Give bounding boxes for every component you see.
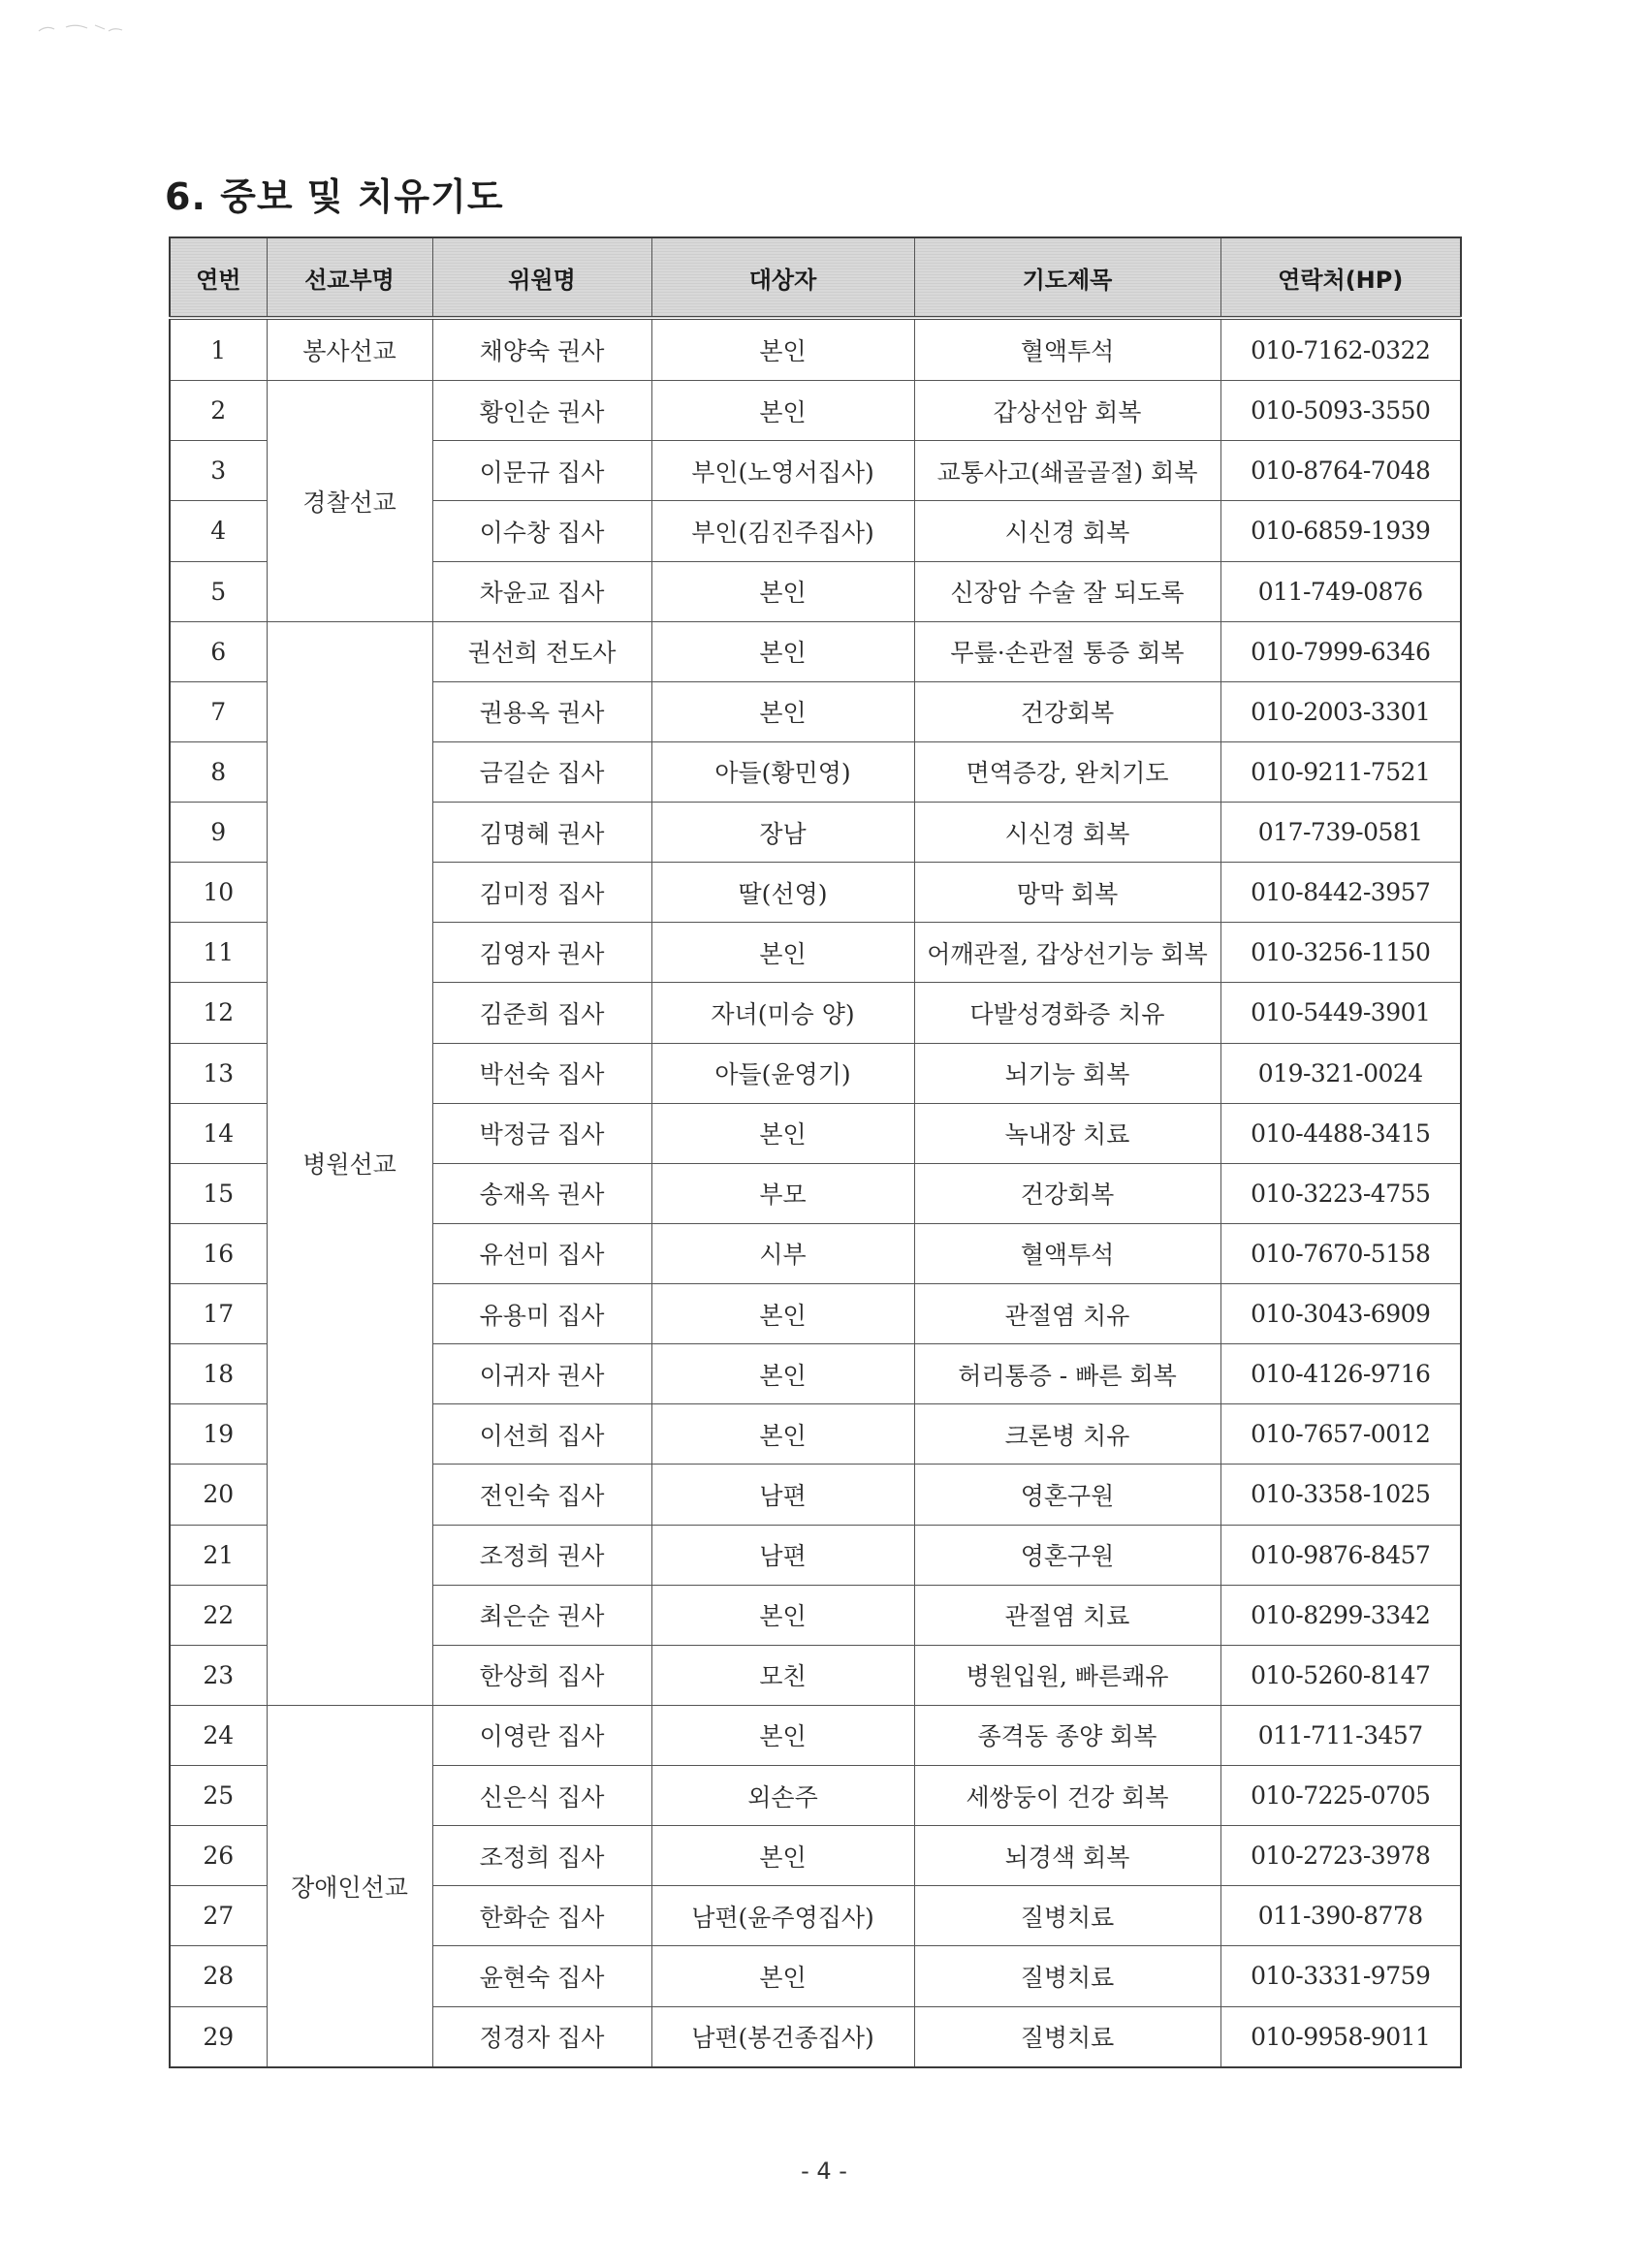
prayer-topic-cell: 뇌경색 회복: [914, 1826, 1220, 1886]
contact-phone-cell: 010-7162-0322: [1220, 318, 1461, 381]
prayer-target-cell: 부모: [651, 1163, 914, 1223]
page-number: - 4 -: [801, 2158, 847, 2185]
serial-number-cell: 29: [170, 2006, 267, 2067]
member-name-cell: 권용옥 권사: [432, 681, 651, 741]
serial-number-cell: 15: [170, 1163, 267, 1223]
contact-phone-cell: 010-3043-6909: [1220, 1284, 1461, 1344]
member-name-cell: 차윤교 집사: [432, 561, 651, 621]
scan-artifact-mark: [37, 19, 124, 37]
member-name-cell: 박선숙 집사: [432, 1043, 651, 1103]
prayer-target-cell: 본인: [651, 621, 914, 681]
serial-number-cell: 9: [170, 803, 267, 863]
prayer-topic-cell: 시신경 회복: [914, 803, 1220, 863]
serial-number-cell: 19: [170, 1404, 267, 1465]
serial-number-cell: 8: [170, 741, 267, 802]
header-contact-phone: 연락처(HP): [1220, 237, 1461, 318]
prayer-target-cell: 본인: [651, 1585, 914, 1645]
contact-phone-cell: 010-3223-4755: [1220, 1163, 1461, 1223]
prayer-topic-cell: 혈액투석: [914, 318, 1220, 381]
header-prayer-topic: 기도제목: [914, 237, 1220, 318]
serial-number-cell: 10: [170, 863, 267, 923]
prayer-topic-cell: 질병치료: [914, 1946, 1220, 2006]
serial-number-cell: 1: [170, 318, 267, 381]
contact-phone-cell: 010-3358-1025: [1220, 1465, 1461, 1525]
mission-department-cell: 병원선교: [267, 621, 432, 1705]
table-row: [170, 1705, 1461, 1765]
member-name-cell: 이문규 집사: [432, 441, 651, 501]
contact-phone-cell: 010-8764-7048: [1220, 441, 1461, 501]
member-name-cell: 한상희 집사: [432, 1645, 651, 1705]
serial-number-cell: 4: [170, 501, 267, 561]
contact-phone-cell: 010-7225-0705: [1220, 1766, 1461, 1826]
prayer-topic-cell: 어깨관절, 갑상선기능 회복: [914, 923, 1220, 983]
section-title: 6. 중보 및 치유기도: [165, 175, 504, 218]
prayer-topic-cell: 종격동 종양 회복: [914, 1705, 1220, 1765]
member-name-cell: 신은식 집사: [432, 1766, 651, 1826]
header-mission-department: 선교부명: [267, 237, 432, 318]
prayer-topic-cell: 병원입원, 빠른쾌유: [914, 1645, 1220, 1705]
serial-number-cell: 27: [170, 1886, 267, 1946]
prayer-topic-cell: 영혼구원: [914, 1525, 1220, 1585]
contact-phone-cell: 019-321-0024: [1220, 1043, 1461, 1103]
member-name-cell: 한화순 집사: [432, 1886, 651, 1946]
contact-phone-cell: 011-749-0876: [1220, 561, 1461, 621]
contact-phone-cell: 010-7999-6346: [1220, 621, 1461, 681]
prayer-topic-cell: 허리통증 - 빠른 회복: [914, 1344, 1220, 1404]
member-name-cell: 권선희 전도사: [432, 621, 651, 681]
prayer-target-cell: 본인: [651, 561, 914, 621]
serial-number-cell: 7: [170, 681, 267, 741]
serial-number-cell: 3: [170, 441, 267, 501]
prayer-topic-cell: 세쌍둥이 건강 회복: [914, 1766, 1220, 1826]
serial-number-cell: 22: [170, 1585, 267, 1645]
serial-number-cell: 14: [170, 1103, 267, 1163]
prayer-target-cell: 부인(김진주집사): [651, 501, 914, 561]
prayer-target-cell: 시부: [651, 1223, 914, 1283]
prayer-target-cell: 본인: [651, 1404, 914, 1465]
prayer-target-cell: 본인: [651, 1705, 914, 1765]
member-name-cell: 김미정 집사: [432, 863, 651, 923]
member-name-cell: 전인숙 집사: [432, 1465, 651, 1525]
prayer-target-cell: 딸(선영): [651, 863, 914, 923]
member-name-cell: 이귀자 권사: [432, 1344, 651, 1404]
serial-number-cell: 16: [170, 1223, 267, 1283]
serial-number-cell: 13: [170, 1043, 267, 1103]
contact-phone-cell: 010-5093-3550: [1220, 381, 1461, 441]
member-name-cell: 송재옥 권사: [432, 1163, 651, 1223]
serial-number-cell: 5: [170, 561, 267, 621]
prayer-target-cell: 아들(황민영): [651, 741, 914, 802]
serial-number-cell: 2: [170, 381, 267, 441]
serial-number-cell: 26: [170, 1826, 267, 1886]
member-name-cell: 금길순 집사: [432, 741, 651, 802]
prayer-topic-cell: 갑상선암 회복: [914, 381, 1220, 441]
header-prayer-target: 대상자: [651, 237, 914, 318]
prayer-target-cell: 본인: [651, 1284, 914, 1344]
prayer-topic-cell: 관절염 치료: [914, 1585, 1220, 1645]
prayer-topic-cell: 건강회복: [914, 1163, 1220, 1223]
header-committee-member: 위원명: [432, 237, 651, 318]
table-header-row: [170, 237, 1461, 318]
table-row: [170, 381, 1461, 441]
prayer-target-cell: 본인: [651, 1826, 914, 1886]
contact-phone-cell: 017-739-0581: [1220, 803, 1461, 863]
prayer-topic-cell: 크론병 치유: [914, 1404, 1220, 1465]
prayer-target-cell: 본인: [651, 681, 914, 741]
prayer-target-cell: 본인: [651, 1344, 914, 1404]
contact-phone-cell: 010-3256-1150: [1220, 923, 1461, 983]
prayer-topic-cell: 뇌기능 회복: [914, 1043, 1220, 1103]
serial-number-cell: 20: [170, 1465, 267, 1525]
prayer-topic-cell: 면역증강, 완치기도: [914, 741, 1220, 802]
prayer-target-cell: 모친: [651, 1645, 914, 1705]
contact-phone-cell: 010-7657-0012: [1220, 1404, 1461, 1465]
member-name-cell: 김영자 권사: [432, 923, 651, 983]
contact-phone-cell: 010-4488-3415: [1220, 1103, 1461, 1163]
prayer-target-cell: 본인: [651, 381, 914, 441]
prayer-target-cell: 남편: [651, 1465, 914, 1525]
serial-number-cell: 25: [170, 1766, 267, 1826]
prayer-target-cell: 남편(봉건종집사): [651, 2006, 914, 2067]
member-name-cell: 유용미 집사: [432, 1284, 651, 1344]
serial-number-cell: 23: [170, 1645, 267, 1705]
contact-phone-cell: 010-3331-9759: [1220, 1946, 1461, 2006]
member-name-cell: 조정희 집사: [432, 1826, 651, 1886]
serial-number-cell: 17: [170, 1284, 267, 1344]
table-row: [170, 318, 1461, 381]
serial-number-cell: 21: [170, 1525, 267, 1585]
prayer-topic-cell: 망막 회복: [914, 863, 1220, 923]
contact-phone-cell: 010-5449-3901: [1220, 983, 1461, 1043]
serial-number-cell: 28: [170, 1946, 267, 2006]
prayer-target-cell: 본인: [651, 1946, 914, 2006]
table-row: [170, 621, 1461, 681]
mission-department-cell: 장애인선교: [267, 1705, 432, 2067]
prayer-target-cell: 남편: [651, 1525, 914, 1585]
serial-number-cell: 24: [170, 1705, 267, 1765]
member-name-cell: 이수창 집사: [432, 501, 651, 561]
prayer-topic-cell: 혈액투석: [914, 1223, 1220, 1283]
member-name-cell: 황인순 권사: [432, 381, 651, 441]
prayer-topic-cell: 건강회복: [914, 681, 1220, 741]
serial-number-cell: 12: [170, 983, 267, 1043]
contact-phone-cell: 010-9958-9011: [1220, 2006, 1461, 2067]
prayer-target-cell: 본인: [651, 1103, 914, 1163]
contact-phone-cell: 010-8442-3957: [1220, 863, 1461, 923]
contact-phone-cell: 011-390-8778: [1220, 1886, 1461, 1946]
member-name-cell: 윤현숙 집사: [432, 1946, 651, 2006]
prayer-target-cell: 부인(노영서집사): [651, 441, 914, 501]
prayer-topic-cell: 다발성경화증 치유: [914, 983, 1220, 1043]
prayer-target-cell: 자녀(미승 양): [651, 983, 914, 1043]
prayer-topic-cell: 질병치료: [914, 1886, 1220, 1946]
prayer-target-cell: 본인: [651, 318, 914, 381]
member-name-cell: 정경자 집사: [432, 2006, 651, 2067]
prayer-topic-cell: 관절염 치유: [914, 1284, 1220, 1344]
contact-phone-cell: 010-6859-1939: [1220, 501, 1461, 561]
intercessory-prayer-table: [169, 236, 1462, 2068]
table-body: [170, 318, 1461, 2067]
prayer-target-cell: 본인: [651, 923, 914, 983]
prayer-target-cell: 장남: [651, 803, 914, 863]
contact-phone-cell: 010-7670-5158: [1220, 1223, 1461, 1283]
contact-phone-cell: 010-9211-7521: [1220, 741, 1461, 802]
serial-number-cell: 18: [170, 1344, 267, 1404]
contact-phone-cell: 010-2723-3978: [1220, 1826, 1461, 1886]
member-name-cell: 유선미 집사: [432, 1223, 651, 1283]
contact-phone-cell: 010-4126-9716: [1220, 1344, 1461, 1404]
contact-phone-cell: 010-5260-8147: [1220, 1645, 1461, 1705]
prayer-topic-cell: 녹내장 치료: [914, 1103, 1220, 1163]
member-name-cell: 채양숙 권사: [432, 318, 651, 381]
serial-number-cell: 6: [170, 621, 267, 681]
member-name-cell: 김준희 집사: [432, 983, 651, 1043]
contact-phone-cell: 010-2003-3301: [1220, 681, 1461, 741]
prayer-topic-cell: 무릎·손관절 통증 회복: [914, 621, 1220, 681]
prayer-target-cell: 남편(윤주영집사): [651, 1886, 914, 1946]
contact-phone-cell: 010-9876-8457: [1220, 1525, 1461, 1585]
prayer-topic-cell: 질병치료: [914, 2006, 1220, 2067]
mission-department-cell: 경찰선교: [267, 381, 432, 622]
prayer-target-cell: 아들(윤영기): [651, 1043, 914, 1103]
contact-phone-cell: 010-8299-3342: [1220, 1585, 1461, 1645]
mission-department-cell: 봉사선교: [267, 318, 432, 381]
member-name-cell: 최은순 권사: [432, 1585, 651, 1645]
header-serial-number: 연번: [170, 237, 267, 318]
prayer-topic-cell: 신장암 수술 잘 되도록: [914, 561, 1220, 621]
member-name-cell: 김명혜 권사: [432, 803, 651, 863]
prayer-target-cell: 외손주: [651, 1766, 914, 1826]
serial-number-cell: 11: [170, 923, 267, 983]
member-name-cell: 박정금 집사: [432, 1103, 651, 1163]
contact-phone-cell: 011-711-3457: [1220, 1705, 1461, 1765]
prayer-topic-cell: 시신경 회복: [914, 501, 1220, 561]
member-name-cell: 이영란 집사: [432, 1705, 651, 1765]
prayer-topic-cell: 교통사고(쇄골골절) 회복: [914, 441, 1220, 501]
member-name-cell: 이선희 집사: [432, 1404, 651, 1465]
prayer-topic-cell: 영혼구원: [914, 1465, 1220, 1525]
member-name-cell: 조정희 권사: [432, 1525, 651, 1585]
